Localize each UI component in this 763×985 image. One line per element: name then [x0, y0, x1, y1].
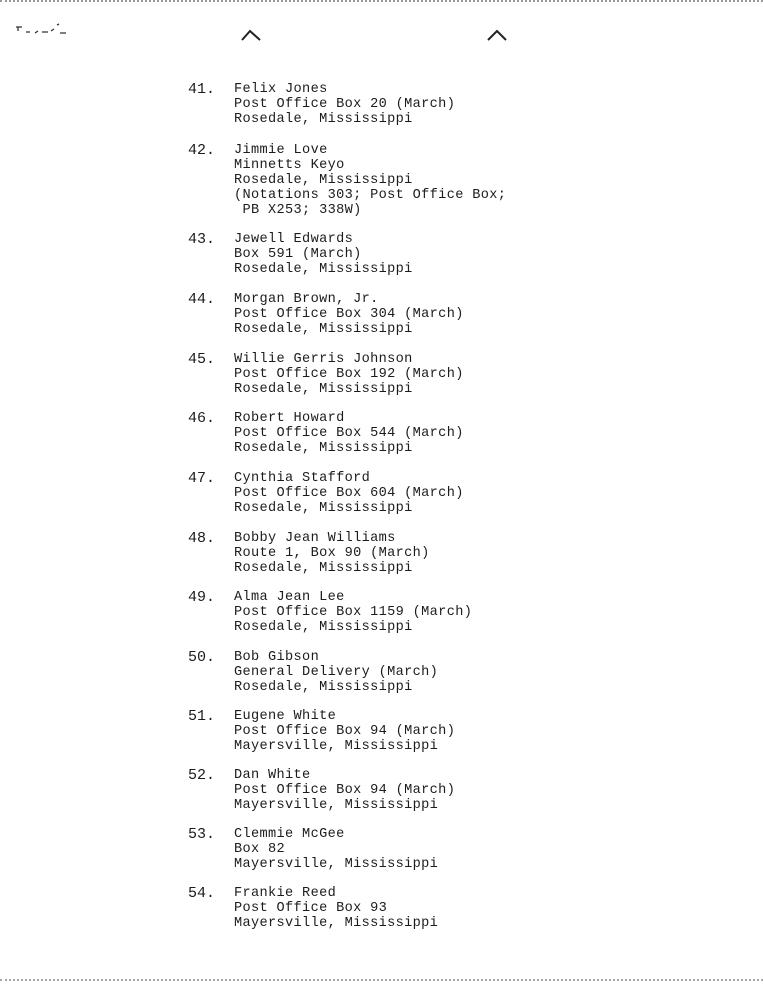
- entry-address: [234, 352, 464, 397]
- entry-line: Mayersville, Mississippi: [234, 739, 439, 754]
- entry-number: 53.: [188, 826, 216, 843]
- entry-number: 43.: [188, 231, 216, 248]
- entry-line: Rosedale, Mississippi: [234, 262, 413, 277]
- entry-address: [234, 531, 430, 576]
- entry-line: (Notations 303; Post Office Box;: [234, 188, 507, 203]
- entry-address: [234, 232, 413, 277]
- entry-address: [234, 143, 506, 218]
- entry-address: [234, 650, 438, 695]
- entry-name: Cynthia Stafford: [234, 471, 371, 486]
- entry-name: Alma Jean Lee: [234, 590, 345, 605]
- entry-line: Rosedale, Mississippi: [234, 173, 413, 188]
- entry-line: Mayersville, Mississippi: [234, 857, 439, 872]
- entry-line: Mayersville, Mississippi: [234, 916, 439, 931]
- entry-number: 52.: [188, 767, 216, 784]
- scan-corner-mark: [14, 18, 74, 38]
- entry-address: [234, 411, 464, 456]
- entry-name: Frankie Reed: [234, 886, 337, 901]
- caret-mark-left: [240, 28, 262, 42]
- entry-address: [234, 886, 438, 931]
- entry-name: Willie Gerris Johnson: [234, 352, 413, 367]
- entry-number: 45.: [188, 351, 216, 368]
- entry-address: [234, 709, 455, 754]
- entry-line: Post Office Box 544 (March): [234, 426, 464, 441]
- entry-number: 50.: [188, 649, 216, 666]
- entry-address: [234, 82, 455, 127]
- entry-address: [234, 827, 438, 872]
- entry-number: 46.: [188, 410, 216, 427]
- entry-address: [234, 768, 455, 813]
- top-scan-edge: [0, 0, 763, 5]
- entry-number: 49.: [188, 589, 216, 606]
- entry-line: Post Office Box 604 (March): [234, 486, 464, 501]
- entry-line: Post Office Box 94 (March): [234, 783, 456, 798]
- entry-name: Bob Gibson: [234, 650, 320, 665]
- entry-line: Rosedale, Mississippi: [234, 322, 413, 337]
- entry-line: Box 82: [234, 842, 286, 857]
- caret-mark-right: [486, 28, 508, 42]
- entry-line: Rosedale, Mississippi: [234, 441, 413, 456]
- entry-line: Post Office Box 94 (March): [234, 724, 456, 739]
- bottom-scan-edge: [0, 979, 763, 984]
- entry-address: [234, 590, 472, 635]
- entry-line: Post Office Box 192 (March): [234, 367, 464, 382]
- entry-line: Mayersville, Mississippi: [234, 798, 439, 813]
- entry-line: Rosedale, Mississippi: [234, 112, 413, 127]
- entry-line: Minnetts Keyo: [234, 158, 345, 173]
- entry-line: Post Office Box 20 (March): [234, 97, 456, 112]
- entry-line: Rosedale, Mississippi: [234, 501, 413, 516]
- entry-line: PB X253; 338W): [234, 203, 362, 218]
- entry-line: Rosedale, Mississippi: [234, 382, 413, 397]
- entry-number: 44.: [188, 291, 216, 308]
- entry-name: Robert Howard: [234, 411, 345, 426]
- entry-line: Box 591 (March): [234, 247, 362, 262]
- entry-line: Rosedale, Mississippi: [234, 561, 413, 576]
- entry-name: Jimmie Love: [234, 143, 328, 158]
- entry-address: [234, 471, 464, 516]
- entry-number: 48.: [188, 530, 216, 547]
- entry-line: Route 1, Box 90 (March): [234, 546, 430, 561]
- entry-name: Jewell Edwards: [234, 232, 354, 247]
- entry-line: Post Office Box 93: [234, 901, 388, 916]
- entry-name: Felix Jones: [234, 82, 328, 97]
- entry-line: Rosedale, Mississippi: [234, 620, 413, 635]
- entry-number: 42.: [188, 142, 216, 159]
- entry-number: 47.: [188, 470, 216, 487]
- entry-line: Post Office Box 1159 (March): [234, 605, 473, 620]
- entry-line: General Delivery (March): [234, 665, 439, 680]
- entry-number: 51.: [188, 708, 216, 725]
- entry-name: Eugene White: [234, 709, 337, 724]
- entry-name: Dan White: [234, 768, 311, 783]
- entry-name: Bobby Jean Williams: [234, 531, 396, 546]
- entry-address: [234, 292, 464, 337]
- entry-name: Clemmie McGee: [234, 827, 345, 842]
- entry-name: Morgan Brown, Jr.: [234, 292, 379, 307]
- entry-line: Rosedale, Mississippi: [234, 680, 413, 695]
- entry-number: 54.: [188, 885, 216, 902]
- entry-number: 41.: [188, 81, 216, 98]
- entry-line: Post Office Box 304 (March): [234, 307, 464, 322]
